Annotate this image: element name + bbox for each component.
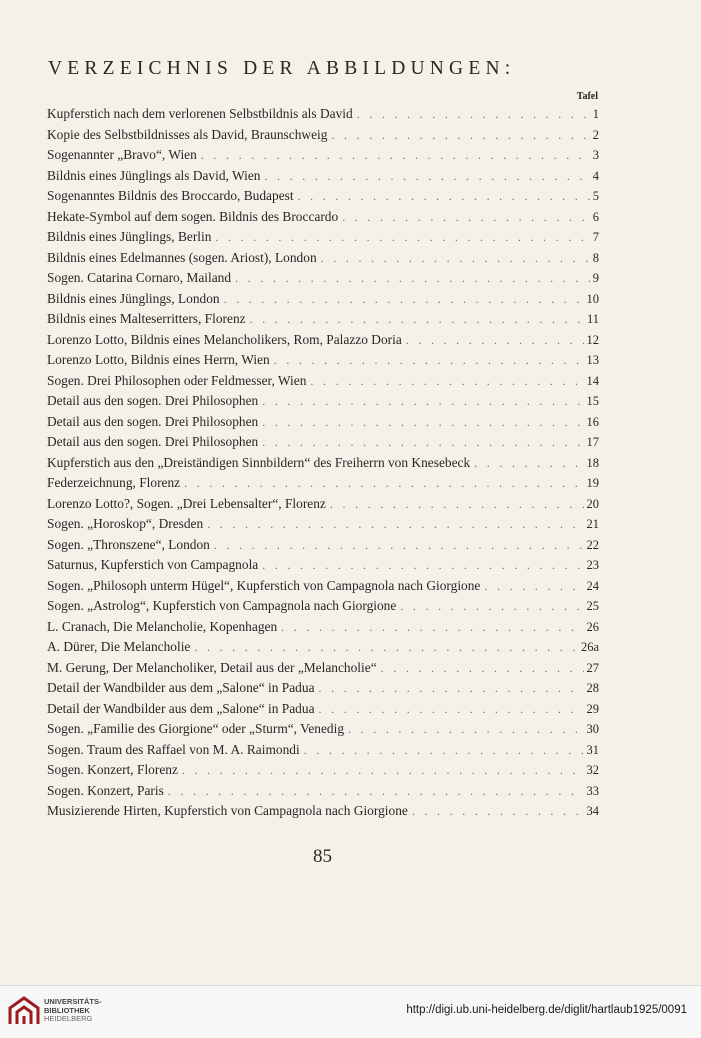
toc-entry-title: Sogen. Konzert, Florenz	[47, 762, 178, 777]
toc-entry-plate-number: 4	[592, 168, 599, 183]
toc-entry-plate-number: 34	[586, 804, 599, 818]
dot-leader	[215, 227, 589, 248]
toc-entry-title: Sogenanntes Bildnis des Broccardo, Budapest	[47, 188, 294, 203]
toc-entry-title: Bildnis eines Jünglings, Berlin	[47, 229, 212, 244]
dot-leader	[348, 719, 583, 740]
dot-leader	[381, 658, 584, 679]
toc-entry	[47, 596, 599, 617]
toc-entry-plate-number: 2	[592, 127, 599, 142]
table-of-contents	[47, 104, 599, 822]
dot-leader	[298, 186, 590, 207]
library-name-line3: HEIDELBERG	[44, 1014, 93, 1023]
dot-leader	[412, 801, 584, 822]
dot-leader	[184, 473, 583, 494]
toc-entry-plate-number: 23	[586, 558, 599, 572]
toc-entry-plate-number: 13	[586, 353, 599, 367]
toc-entry-title: Sogen. „Astrolog“, Kupferstich von Campagnola nach Giorgione	[47, 598, 397, 613]
dot-leader	[194, 637, 578, 658]
toc-entry-plate-number: 11	[586, 312, 599, 326]
toc-entry-plate-number: 28	[586, 681, 599, 695]
dot-leader	[484, 576, 583, 597]
toc-entry-plate-number: 31	[586, 742, 599, 757]
toc-entry-plate-number: 9	[592, 271, 599, 285]
footer-bar	[0, 985, 701, 1038]
dot-leader	[262, 432, 583, 453]
toc-entry-plate-number: 30	[586, 722, 599, 736]
toc-entry-plate-number: 7	[592, 230, 599, 244]
dot-leader	[357, 104, 590, 125]
toc-entry	[47, 104, 599, 125]
toc-entry-plate-number: 32	[586, 763, 599, 777]
toc-entry-plate-number: 27	[586, 660, 599, 675]
toc-entry-title: Detail der Wandbilder aus dem „Salone“ in Padua	[47, 680, 315, 695]
toc-entry-title: L. Cranach, Die Melancholie, Kopenhagen	[47, 618, 278, 634]
toc-entry	[47, 740, 599, 761]
toc-entry-plate-number: 3	[592, 148, 599, 162]
dot-leader	[168, 781, 584, 802]
toc-entry-title: Sogen. „Familie des Giorgione“ oder „Sturm“, Venedig	[47, 721, 345, 736]
toc-entry-title: Kupferstich aus den „Dreiständigen Sinnbildern“ des Freiherrn von Knesebeck	[47, 454, 471, 470]
toc-entry	[47, 145, 599, 166]
library-name-line2: BIBLIOTHEK	[44, 1005, 90, 1015]
toc-entry-plate-number: 33	[586, 783, 599, 798]
dot-leader	[400, 596, 583, 617]
toc-entry-plate-number: 14	[586, 373, 599, 388]
toc-entry-plate-number: 18	[586, 455, 599, 470]
toc-entry-plate-number: 6	[592, 209, 599, 224]
toc-entry-title: Bildnis eines Jünglings, London	[47, 290, 220, 306]
dot-leader	[342, 207, 590, 228]
toc-entry-title: A. Dürer, Die Melancholie	[47, 639, 191, 654]
toc-entry-plate-number: 15	[586, 394, 599, 408]
toc-entry-plate-number: 24	[586, 578, 599, 593]
toc-entry	[47, 801, 599, 822]
toc-entry	[47, 535, 599, 556]
toc-entry-title: Musizierende Hirten, Kupferstich von Campagnola nach Giorgione	[47, 803, 408, 818]
dot-leader	[310, 371, 583, 392]
toc-entry-plate-number: 26	[586, 619, 599, 634]
toc-entry	[47, 330, 599, 351]
library-name	[44, 998, 102, 1024]
dot-leader	[274, 350, 584, 371]
toc-entry	[47, 227, 599, 248]
toc-entry-title: Saturnus, Kupferstich von Campagnola	[47, 557, 259, 572]
toc-entry-plate-number: 29	[586, 701, 599, 716]
dot-leader	[262, 555, 583, 576]
toc-entry-title: M. Gerung, Der Melancholiker, Detail aus der „Melancholie“	[47, 659, 377, 675]
toc-entry-title: Detail der Wandbilder aus dem „Salone“ in Padua	[47, 700, 315, 716]
toc-entry-plate-number: 20	[586, 496, 599, 511]
toc-entry	[47, 760, 599, 781]
toc-entry	[47, 514, 599, 535]
toc-entry-title: Bildnis eines Jünglings als David, Wien	[47, 167, 261, 183]
dot-leader	[330, 494, 584, 515]
toc-entry	[47, 473, 599, 494]
toc-entry-plate-number: 22	[586, 537, 599, 552]
dot-leader	[262, 412, 583, 433]
toc-entry	[47, 268, 599, 289]
toc-entry	[47, 432, 599, 453]
toc-entry	[47, 617, 599, 638]
toc-entry-plate-number: 1	[592, 107, 599, 121]
toc-entry	[47, 186, 599, 207]
toc-entry	[47, 678, 599, 699]
toc-entry	[47, 719, 599, 740]
toc-entry-title: Sogen. Traum des Raffael von M. A. Raimondi	[47, 741, 300, 757]
dot-leader	[201, 145, 590, 166]
dot-leader	[331, 125, 589, 146]
page-number: 85	[313, 846, 332, 867]
toc-entry-title: Sogen. „Thronszene“, London	[47, 536, 210, 552]
toc-entry	[47, 494, 599, 515]
toc-entry-title: Sogen. „Horoskop“, Dresden	[47, 516, 204, 531]
toc-entry-title: Lorenzo Lotto?, Sogen. „Drei Lebensalter“, Florenz	[47, 495, 326, 511]
toc-entry	[47, 309, 599, 330]
toc-entry-title: Sogen. „Philosoph unterm Hügel“, Kupferstich von Campagnola nach Giorgione	[47, 577, 481, 593]
dot-leader	[262, 391, 583, 412]
toc-entry	[47, 166, 599, 187]
dot-leader	[474, 453, 583, 474]
dot-leader	[264, 166, 589, 187]
dot-leader	[406, 330, 584, 351]
plate-column-header: Tafel	[576, 91, 598, 102]
dot-leader	[319, 678, 584, 699]
toc-entry-plate-number: 21	[586, 517, 599, 531]
toc-entry	[47, 248, 599, 269]
toc-entry-title: Kupferstich nach dem verlorenen Selbstbildnis als David	[47, 106, 353, 121]
library-name-line1: UNIVERSITÄTS-	[44, 997, 102, 1006]
toc-entry-title: Federzeichnung, Florenz	[47, 475, 181, 490]
toc-entry	[47, 412, 599, 433]
toc-entry-plate-number: 12	[586, 332, 599, 347]
dot-leader	[207, 514, 583, 535]
dot-leader	[224, 289, 584, 310]
toc-entry-title: Lorenzo Lotto, Bildnis eines Herrn, Wien	[47, 352, 270, 367]
toc-entry	[47, 207, 599, 228]
toc-entry-plate-number: 5	[592, 189, 599, 203]
toc-entry	[47, 289, 599, 310]
toc-entry-title: Detail aus den sogen. Drei Philosophen	[47, 413, 259, 429]
dot-leader	[235, 268, 590, 289]
permalink-url[interactable]: http://digi.ub.uni-heidelberg.de/diglit/hartlaub1925/0091	[406, 1004, 687, 1016]
toc-entry-title: Detail aus den sogen. Drei Philosophen	[47, 393, 259, 408]
dot-leader	[281, 617, 583, 638]
toc-entry-plate-number: 17	[586, 435, 599, 449]
dot-leader	[250, 309, 584, 330]
toc-entry	[47, 637, 599, 658]
dot-leader	[321, 248, 590, 269]
toc-entry	[47, 391, 599, 412]
toc-entry-title: Sogen. Catarina Cornaro, Mailand	[47, 270, 232, 285]
toc-entry-title: Sogen. Konzert, Paris	[47, 782, 164, 798]
toc-entry	[47, 125, 599, 146]
toc-entry-plate-number: 26a	[580, 640, 599, 654]
toc-entry	[47, 350, 599, 371]
toc-entry-title: Sogenannter „Bravo“, Wien	[47, 147, 197, 162]
toc-entry	[47, 699, 599, 720]
toc-entry-plate-number: 10	[586, 291, 599, 306]
toc-entry-title: Kopie des Selbstbildnisses als David, Braunschweig	[47, 126, 328, 142]
toc-entry	[47, 371, 599, 392]
dot-leader	[319, 699, 584, 720]
toc-entry	[47, 576, 599, 597]
page-title: VERZEICHNIS DER ABBILDUNGEN:	[48, 58, 516, 79]
toc-entry-plate-number: 16	[586, 414, 599, 429]
toc-entry-title: Bildnis eines Edelmannes (sogen. Ariost), London	[47, 249, 317, 265]
toc-entry-plate-number: 8	[592, 250, 599, 265]
toc-entry-plate-number: 19	[586, 476, 599, 490]
dot-leader	[214, 535, 584, 556]
library-logo-icon[interactable]	[6, 994, 42, 1030]
toc-entry	[47, 781, 599, 802]
toc-entry	[47, 555, 599, 576]
toc-entry-title: Detail aus den sogen. Drei Philosophen	[47, 434, 259, 449]
toc-entry-title: Lorenzo Lotto, Bildnis eines Melancholikers, Rom, Palazzo Doria	[47, 331, 402, 347]
toc-entry-title: Hekate-Symbol auf dem sogen. Bildnis des Broccardo	[47, 208, 339, 224]
toc-entry-title: Sogen. Drei Philosophen oder Feldmesser, Wien	[47, 372, 307, 388]
toc-entry-title: Bildnis eines Malteserritters, Florenz	[47, 311, 246, 326]
toc-entry	[47, 658, 599, 679]
dot-leader	[304, 740, 584, 761]
toc-entry	[47, 453, 599, 474]
dot-leader	[182, 760, 584, 781]
toc-entry-plate-number: 25	[586, 599, 599, 613]
